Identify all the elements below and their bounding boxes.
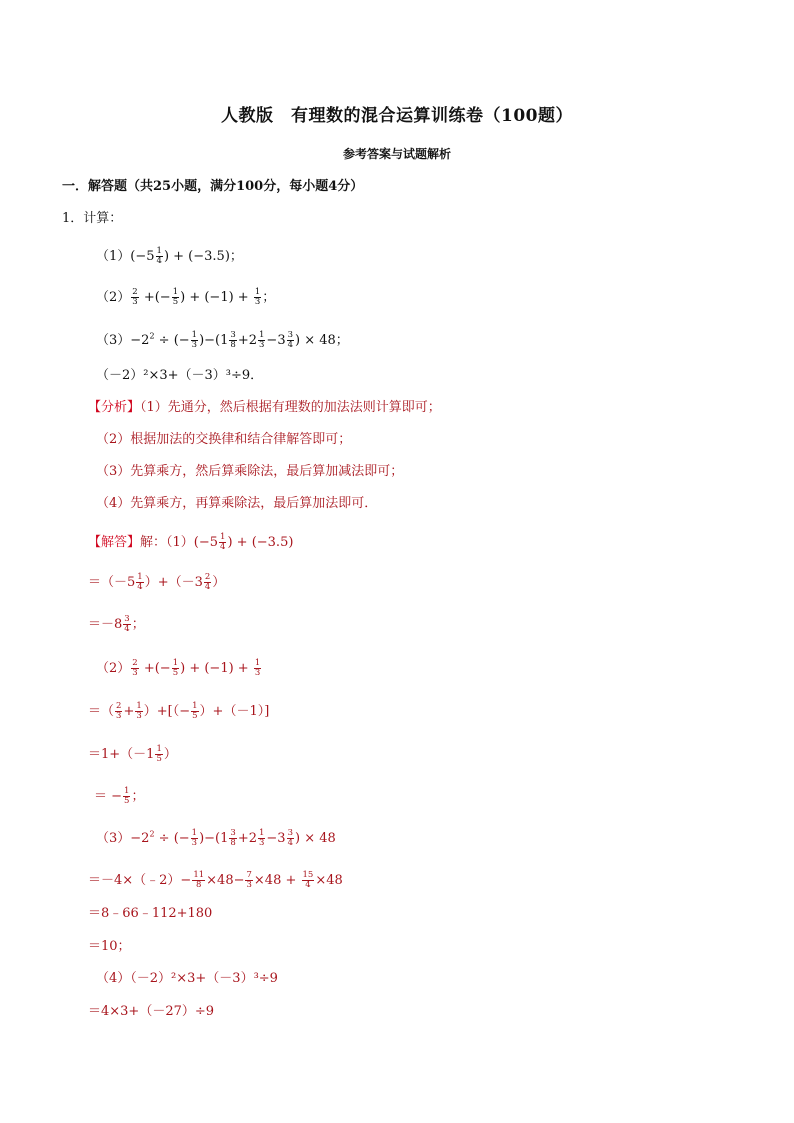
solution-step-2b: ＝1+（－1 $\frac{1}{5}$ ） — [88, 744, 177, 764]
solution-step-3b: ＝8﹣66﹣112+180 — [88, 906, 213, 921]
solution-step-4-head: （4）（－2）²×3+（－3）³÷9 — [96, 971, 278, 986]
question-label: 1．计算： — [62, 211, 123, 226]
analysis-tag: 【分析】 — [88, 400, 141, 415]
solution-step-1a: ＝（－5 $\frac{1}{4}$ ）+（－3 $\frac{2}{4}$ ） — [88, 572, 226, 592]
page-subtitle: 参考答案与试题解析 — [342, 147, 451, 161]
analysis-line-2: （2）根据加法的交换律和结合律解答即可； — [96, 432, 352, 447]
item-2-id: （2） — [96, 289, 131, 305]
analysis-text-1: （1）先通分，然后根据有理数的加法法则计算即可； — [140, 400, 441, 415]
solution-step-3c: ＝10； — [88, 939, 131, 954]
solution-step-2a: ＝（ $\frac{2}{3}$ + $\frac{1}{3}$ ）+[（− $\frac{1}{5}$ ）+（－1）] — [88, 701, 270, 721]
analysis-line-1 — [88, 401, 441, 414]
analysis-line-4: （4）先算乘方，再算乘除法，最后算加法即可． — [96, 496, 378, 511]
solution-step-3-head: $(3)-2^2$ ÷ (− $\frac{1}{3}$ )−(1 $\frac{3}{8}$ +2 $\frac{1}{3}$ −3 $\frac{3}{4}$ ) × 48 — [96, 828, 336, 848]
solution-step-3a: ＝－4×（﹣2）− $\frac{11}{8}$ ×48− $\frac{7}{3}$ ×48 + $\frac{15}{4}$ ×48 — [88, 870, 343, 890]
section-heading: 一．解答题（共25小题，满分100分，每小题4分） — [62, 179, 364, 194]
item-3-id: （3） — [96, 332, 131, 348]
page-title: 人教版 有理数的混合运算训练卷（100题） — [221, 106, 573, 126]
solution-step-2c: ＝ − $\frac{1}{5}$ ； — [94, 786, 145, 806]
question-item-4: （－2）²×3+（－3）³÷9． — [96, 368, 264, 383]
item-1-id: （1） — [96, 248, 131, 264]
question-item-3: $(3)-2^2$ ÷ (− $\frac{1}{3}$ )−(1 $\frac{3}{8}$ +2 $\frac{1}{3}$ −3 $\frac{3}{4}$ ) × 48； — [96, 330, 349, 350]
solution-result-1: ＝－8 — [88, 616, 123, 632]
question-item-2: （2） $\frac{2}{3}$ +(− $\frac{1}{5}$ ) + (−1) + $\frac{1}{3}$ ； — [96, 287, 276, 307]
solution-step-4a: ＝4×3+（－27）÷9 — [88, 1004, 215, 1019]
question-item-1: （1）(−5 $\frac{1}{4}$ ) + (−3.5)； — [96, 246, 243, 266]
solution-step-1b: ＝－8 $\frac{3}{4}$ ； — [88, 614, 145, 634]
solution-line-1: 【解答】解：（1）(−5 $\frac{1}{4}$ ) + (−3.5) — [88, 532, 294, 552]
solution-intro: 解：（1） — [140, 534, 194, 550]
solution-tag: 【解答】 — [88, 534, 141, 550]
solution-step-2-head: （2） $\frac{2}{3}$ +(− $\frac{1}{5}$ ) + (−1) + $\frac{1}{3}$ — [96, 658, 261, 678]
analysis-line-3: （3）先算乘方，然后算乘除法，最后算加减法即可； — [96, 464, 404, 479]
